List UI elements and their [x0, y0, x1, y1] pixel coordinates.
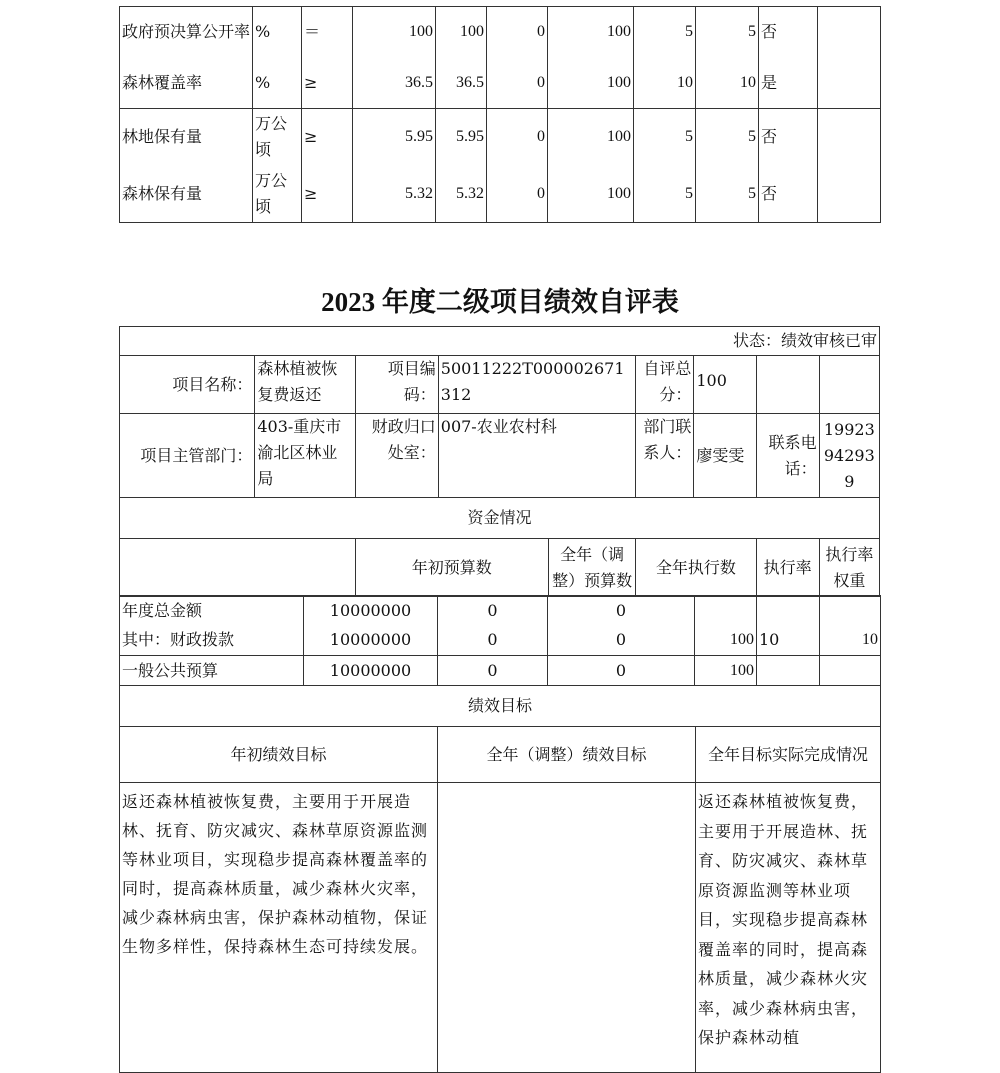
indicator-flag: 否	[759, 7, 818, 58]
indicator-value: 5.95	[353, 109, 436, 166]
col-header-rate: 执行率	[756, 539, 819, 597]
funds-rate: 100	[695, 656, 757, 686]
adjusted-goal-text	[438, 783, 696, 1073]
funds-score	[820, 656, 881, 686]
col-header-weight: 执行率权重	[819, 539, 879, 597]
indicator-value: 5	[634, 109, 696, 166]
indicator-value: 36.5	[436, 58, 487, 109]
col-header-adjusted: 全年（调整）预算数	[549, 539, 636, 597]
table-row	[120, 166, 881, 223]
indicator-unit: 万公顷	[253, 166, 302, 223]
indicator-value: 5	[696, 7, 759, 58]
indicator-value: 5	[696, 109, 759, 166]
indicator-value: 0	[487, 166, 548, 223]
indicator-value: 100	[548, 109, 634, 166]
indicator-unit: 万公顷	[253, 109, 302, 166]
empty-cell	[756, 356, 819, 414]
indicator-unit: %	[253, 7, 302, 58]
col-header-executed: 全年执行数	[636, 539, 756, 597]
dept-value: 403-重庆市渝北区林业局	[255, 414, 355, 498]
indicator-operator: ≥	[302, 58, 353, 109]
indicator-operator: ≥	[302, 109, 353, 166]
funds-executed: 0	[548, 656, 695, 686]
funds-adjusted: 0	[438, 656, 548, 686]
funds-score: 10	[820, 626, 881, 656]
funds-table	[119, 595, 881, 686]
indicator-table	[119, 6, 881, 223]
indicator-operator: ≥	[302, 166, 353, 223]
indicator-value: 100	[548, 58, 634, 109]
funds-row-label: 其中：财政拨款	[120, 626, 304, 656]
status-badge: 状态：绩效审核已审	[120, 327, 880, 356]
indicator-name: 林地保有量	[120, 109, 253, 166]
funds-executed: 0	[548, 596, 695, 626]
indicator-value: 5.95	[436, 109, 487, 166]
project-code-label: 项目编码：	[355, 356, 438, 414]
indicator-value: 5	[634, 7, 696, 58]
indicator-note	[818, 166, 881, 223]
indicator-value: 10	[696, 58, 759, 109]
goals-col-initial: 年初绩效目标	[120, 727, 438, 783]
funds-rate: 100	[695, 626, 757, 656]
office-label: 财政归口处室：	[355, 414, 438, 498]
evaluation-table	[119, 326, 880, 597]
table-row	[120, 656, 881, 686]
total-score: 100	[694, 356, 756, 414]
project-name-label: 项目名称：	[120, 356, 255, 414]
empty-cell	[819, 356, 879, 414]
goals-col-adjusted: 全年（调整）绩效目标	[438, 727, 696, 783]
col-header-budget: 年初预算数	[355, 539, 548, 597]
funds-executed: 0	[548, 626, 695, 656]
funds-weight: 10	[757, 626, 820, 656]
indicator-unit: %	[253, 58, 302, 109]
indicator-value: 5	[634, 166, 696, 223]
funds-weight	[757, 656, 820, 686]
indicator-value: 0	[487, 7, 548, 58]
indicator-value: 36.5	[353, 58, 436, 109]
page-title: 2023 年度二级项目绩效自评表	[321, 287, 679, 317]
initial-goal-text: 返还森林植被恢复费，主要用于开展造林、抚育、防灾减灾、森林草原资源监测等林业项目，实现稳步提高森林覆盖率的同时，提高森林质量，减少森林火灾率，减少森林病虫害，保护森林动植物，保证生物多样性，保持森林生态可持续发展。	[120, 783, 438, 1073]
actual-goal-text: 返还森林植被恢复费，主要用于开展造林、抚育、防灾减灾、森林草原资源监测等林业项目，实现稳步提高森林覆盖率的同时，提高森林质量，减少森林火灾率，减少森林病虫害，保护森林动植	[696, 783, 881, 1073]
goals-col-actual: 全年目标实际完成情况	[696, 727, 881, 783]
indicator-value: 100	[548, 7, 634, 58]
indicator-value: 100	[548, 166, 634, 223]
score-label: 自评总分：	[636, 356, 694, 414]
project-code: 50011222T000002671312	[438, 356, 635, 414]
table-row	[120, 109, 881, 166]
indicator-note	[818, 7, 881, 58]
funds-budget: 10000000	[304, 626, 438, 656]
indicator-operator: ＝	[302, 7, 353, 58]
indicator-value: 100	[436, 7, 487, 58]
funds-weight	[757, 596, 820, 626]
funds-rate	[695, 596, 757, 626]
indicator-name: 政府预决算公开率	[120, 7, 253, 58]
funds-section-title: 资金情况	[120, 498, 880, 539]
funds-score	[820, 596, 881, 626]
funds-budget: 10000000	[304, 656, 438, 686]
indicator-value: 0	[487, 58, 548, 109]
contact-label: 部门联系人：	[636, 414, 694, 498]
funds-budget: 10000000	[304, 596, 438, 626]
office-value: 007-农业农村科	[438, 414, 635, 498]
indicator-value: 10	[634, 58, 696, 109]
indicator-value: 5.32	[353, 166, 436, 223]
table-row	[120, 626, 881, 656]
indicator-note	[818, 58, 881, 109]
table-row	[120, 58, 881, 109]
phone-label: 联系电话：	[756, 414, 819, 498]
funds-adjusted: 0	[438, 626, 548, 656]
goals-table	[119, 685, 881, 1073]
funds-adjusted: 0	[438, 596, 548, 626]
funds-row-label: 一般公共预算	[120, 656, 304, 686]
dept-label: 项目主管部门：	[120, 414, 255, 498]
indicator-flag: 是	[759, 58, 818, 109]
project-name: 森林植被恢复费返还	[255, 356, 355, 414]
table-row	[120, 7, 881, 58]
phone-value: 19923942939	[819, 414, 879, 498]
contact-value: 廖雯雯	[694, 414, 756, 498]
indicator-value: 5.32	[436, 166, 487, 223]
indicator-value: 0	[487, 109, 548, 166]
funds-header-blank	[120, 539, 356, 597]
indicator-name: 森林覆盖率	[120, 58, 253, 109]
indicator-value: 100	[353, 7, 436, 58]
funds-row-label: 年度总金额	[120, 596, 304, 626]
indicator-note	[818, 109, 881, 166]
table-row	[120, 596, 881, 626]
goals-section-title: 绩效目标	[120, 686, 881, 727]
indicator-name: 森林保有量	[120, 166, 253, 223]
indicator-value: 5	[696, 166, 759, 223]
indicator-flag: 否	[759, 109, 818, 166]
indicator-flag: 否	[759, 166, 818, 223]
